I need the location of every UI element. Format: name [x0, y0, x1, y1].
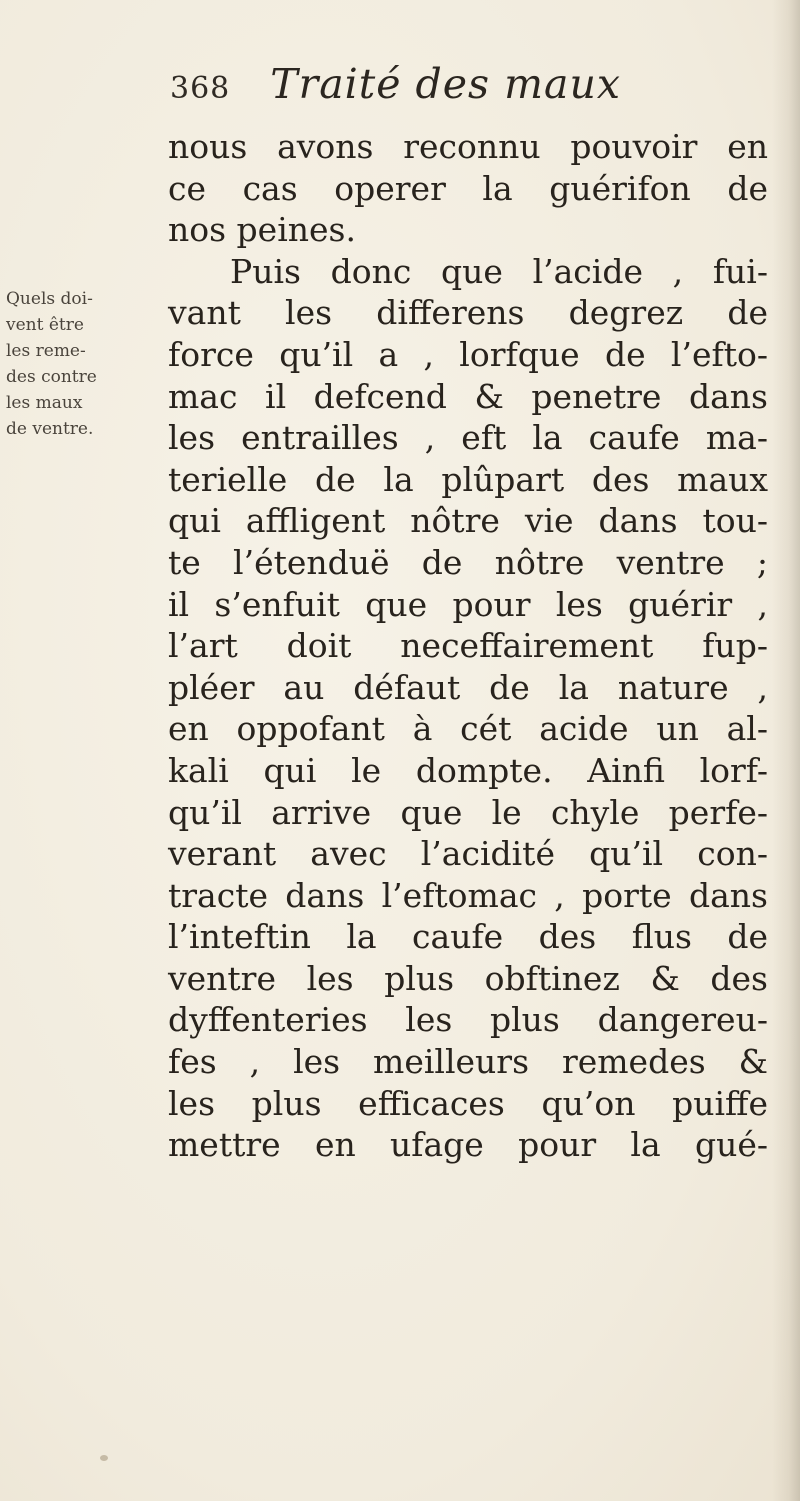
text-line: l’inteftin la caufe des flus de: [168, 917, 768, 957]
margin-note-line: des contre: [6, 367, 97, 387]
text-line: nos peines.: [168, 210, 356, 250]
page-header: [170, 60, 621, 120]
text-line: pléer au défaut de la nature ,: [168, 667, 768, 707]
text-line: verant avec l’acidité qu’il con-: [168, 834, 768, 874]
running-title: Traité des maux: [270, 60, 621, 108]
text-line: l’art doit neceffairement fup-: [168, 626, 768, 666]
margin-note-line: vent être: [6, 315, 84, 335]
margin-note: [6, 286, 156, 442]
text-line: les entrailles , eft la caufe ma-: [168, 418, 768, 458]
text-line: fes , les meilleurs remedes &: [168, 1042, 768, 1082]
body-text: [168, 126, 768, 1166]
text-line: nous avons reconnu pouvoir en: [168, 127, 768, 166]
margin-note-line: les reme-: [6, 341, 86, 361]
page-edge-shadow: [772, 0, 800, 1501]
text-line: dyffenteries les plus dangereu-: [168, 1000, 768, 1040]
margin-note-line: les maux: [6, 393, 83, 413]
text-line: qui affligent nôtre vie dans tou-: [168, 501, 768, 541]
margin-note-line: de ventre.: [6, 419, 94, 439]
text-line: ventre les plus obftinez & des: [168, 958, 768, 998]
text-line: en oppofant à cét acide un al-: [168, 709, 768, 749]
paragraph-start-line: Puis donc que l’acide , fui-: [230, 251, 768, 291]
text-line: vant les differens degrez de: [168, 293, 768, 333]
text-line: les plus efficaces qu’on puiffe: [168, 1083, 768, 1123]
text-line: terielle de la plûpart des maux: [168, 459, 768, 499]
paper-speck: [100, 1455, 108, 1461]
text-line: force qu’il a , lorfque de l’efto-: [168, 334, 768, 374]
text-line: il s’enfuit que pour les guérir ,: [168, 584, 768, 624]
text-line: mac il defcend & penetre dans: [168, 376, 768, 416]
text-line: kali qui le dompte. Ainfi lorf-: [168, 750, 768, 790]
text-line: te l’étenduë de nôtre ventre ;: [168, 542, 768, 582]
text-line: qu’il arrive que le chyle perfe-: [168, 792, 768, 832]
text-line: mettre en ufage pour la gué-: [168, 1125, 768, 1165]
margin-note-line: Quels doi-: [6, 289, 93, 309]
text-line: tracte dans l’eftomac , porte dans: [168, 875, 768, 915]
text-line: ce cas operer la guérifon de: [168, 168, 768, 208]
page-number: 368: [170, 71, 231, 106]
